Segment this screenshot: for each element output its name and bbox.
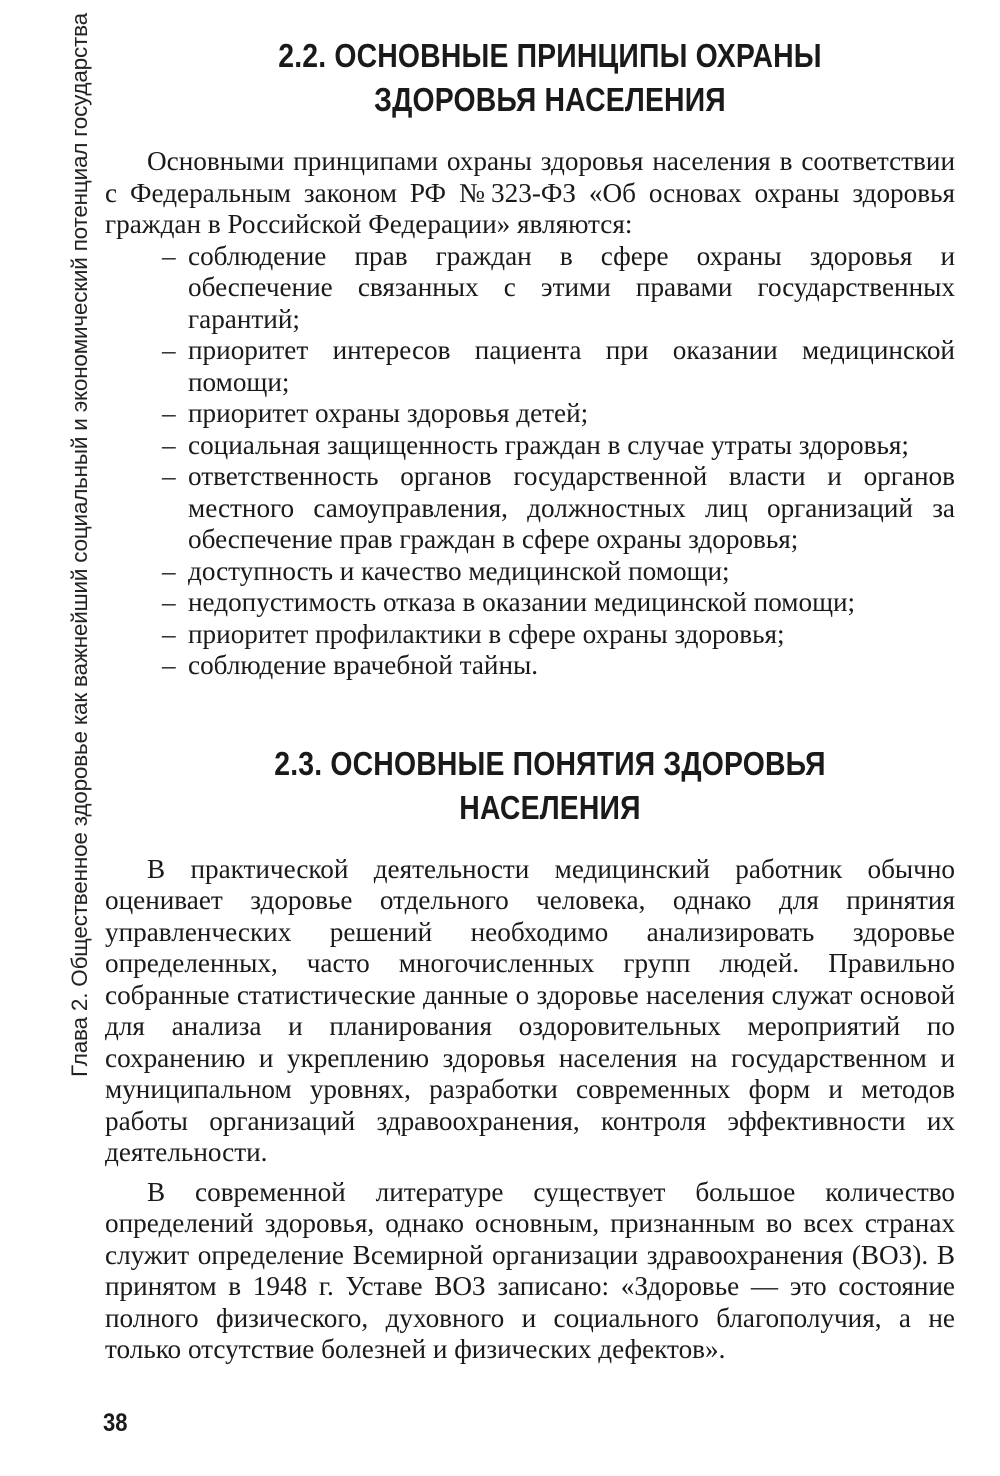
section-2-2-title-line2: ЗДОРОВЬЯ НАСЕЛЕНИЯ <box>374 81 726 118</box>
principles-list <box>105 241 955 682</box>
list-item: – соблюдение врачебной тайны. <box>188 650 955 682</box>
list-item: – приоритет охраны здоровья детей; <box>188 398 955 430</box>
section-2-3-title-line1: 2.3. ОСНОВНЫЕ ПОНЯТИЯ ЗДОРОВЬЯ <box>274 744 826 782</box>
section-2-2-title-line1: 2.2. ОСНОВНЫЕ ПРИНЦИПЫ ОХРАНЫ <box>278 37 822 74</box>
running-header <box>60 13 100 1077</box>
list-item: – приоритет профилактики в сфере охраны здоровья; <box>188 619 955 651</box>
section-2-2-intro: Основными принципами охраны здоровья населения в соответствии с Федеральным законом РФ №323-ФЗ «Об основах охраны здоровья граждан в Российской Федерации» являются: <box>105 146 955 239</box>
section-2-3-title <box>202 742 899 830</box>
list-item: – недопустимость отказа в оказании медицинской помощи; <box>188 587 955 619</box>
section-2-2-title <box>202 34 899 122</box>
section-2-3-paragraph-1: В практической деятельности медицинский работник обычно оценивает здоровье отдельного человека, однако для принятия управленческих решений необходимо анализировать здоровье определенных, часто многочисленных групп людей. Правильно собранные статистические данные о здоровье населения служат основой для анализа и планирования оздоровительных мероприятий по сохранению и укреплению здоровья населения на государственном и муниципальном уровнях, разработки современных форм и методов работы организаций здравоохранения, контроля эффективности их деятельности. <box>105 853 955 1167</box>
section-2-3-title-line2: НАСЕЛЕНИЯ <box>459 788 641 826</box>
list-item: – приоритет интересов пациента при оказании медицинской помощи; <box>188 335 955 398</box>
running-header-text: Глава 2. Общественное здоровье как важнейший социальный и экономический потенциал государства <box>67 13 92 1077</box>
list-item: – ответственность органов государственной власти и органов местного самоуправления, должностных лиц организаций за обеспечение прав граждан в сфере охраны здоровья; <box>188 461 955 556</box>
page-content <box>105 34 955 1366</box>
section-2-3-paragraph-2: В современной литературе существует большое количество определений здоровья, однако основным, признанным во всех странах служит определение Всемирной организации здравоохранения (ВОЗ). В принятом в 1948 г. Уставе ВОЗ записано: «Здоровье — это состояние полного физического, духовного и социального благополучия, а не только отсутствие болезней и физических дефектов». <box>105 1176 955 1364</box>
list-item: – социальная защищенность граждан в случае утраты здоровья; <box>188 430 955 462</box>
list-item: – доступность и качество медицинской помощи; <box>188 556 955 588</box>
page-number: 38 <box>103 1409 128 1437</box>
list-item: – соблюдение прав граждан в сфере охраны здоровья и обеспечение связанных с этими правами государственных гарантий; <box>188 241 955 336</box>
